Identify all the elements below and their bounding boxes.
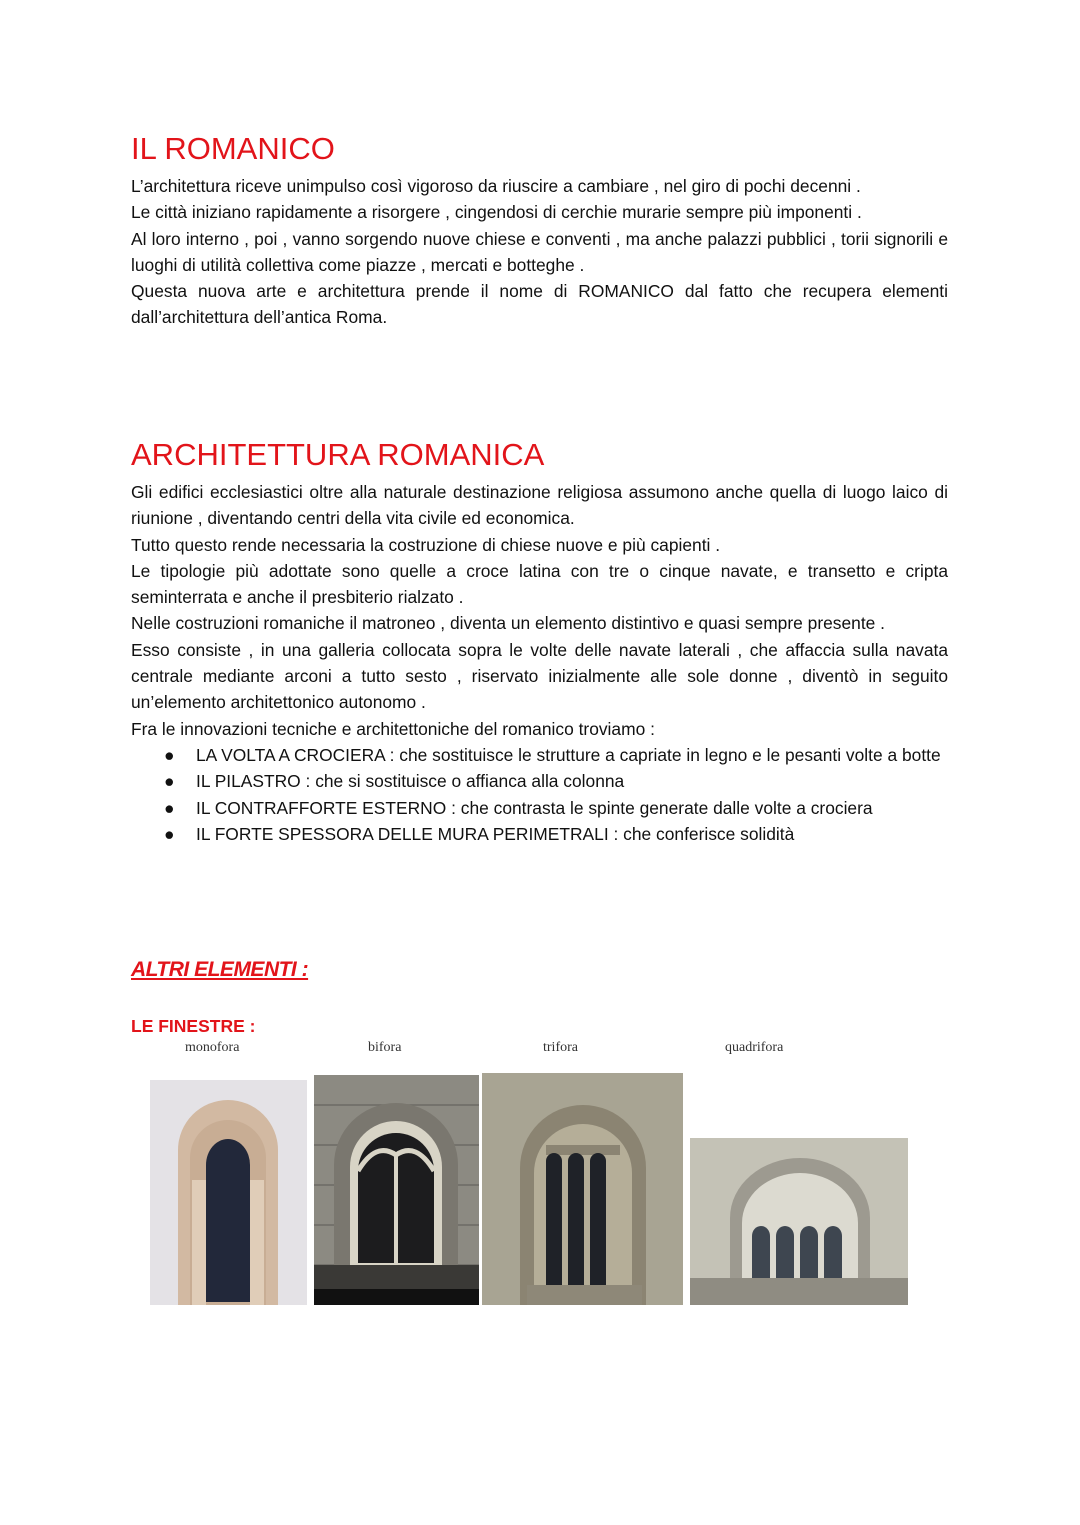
list-item-text: IL CONTRAFFORTE ESTERNO : che contrasta le spinte generate dalle volte a crociera [196,797,873,818]
section-body-architettura-romanica [131,479,948,847]
section-title-architettura-romanica: ARCHITETTURA ROMANICA [131,437,545,472]
paragraph: Tutto questo rende necessaria la costruzione di chiese nuove e più capienti . [131,534,721,555]
paragraph: Al loro interno , poi , vanno sorgendo nuove chiese e conventi , ma anche palazzi pubblici , torii signorili e luoghi di utilità collettiva come piazze , mercati e botteghe . [131,228,948,275]
list-item-text: LA VOLTA A CROCIERA : che sostituisce le strutture a capriate in legno e le pesanti volte a botte [196,744,941,765]
monofora-image [150,1080,307,1305]
paragraph: Questa nuova arte e architettura prende il nome di ROMANICO dal fatto che recupera elementi dall’architettura dell’antica Roma. [131,281,948,328]
list-item-text: IL FORTE SPESSORA DELLE MURA PERIMETRALI : che conferisce solidità [196,823,795,844]
paragraph: Gli edifici ecclesiastici oltre alla naturale destinazione religiosa assumono anche quella di luogo laico di riunione , diventando centri della vita civile ed economica. [131,482,948,529]
list-item-text: IL PILASTRO : che si sostituisce o affianca alla colonna [196,771,625,792]
quadrifora-image [690,1138,908,1305]
trifora-image [482,1073,683,1305]
section-title-altri-elementi: ALTRI ELEMENTI : [131,958,309,981]
paragraph: L’architettura riceve unimpulso così vigoroso da riuscire a cambiare , nel giro di pochi decenni . [131,176,861,196]
caption-trifora: trifora [543,1040,578,1055]
list-item [164,795,948,821]
bullet-icon: ● [164,771,175,792]
bullet-icon: ● [164,823,175,844]
paragraph: Le tipologie più adottate sono quelle a croce latina con tre o cinque navate, e transetto e cripta seminterrata e anche il presbiterio rialzato . [131,560,948,608]
paragraph: Nelle costruzioni romaniche il matroneo , diventa un elemento distintivo e quasi sempre presente . [131,613,885,634]
bullet-icon: ● [164,744,175,765]
caption-quadrifora: quadrifora [725,1040,784,1055]
caption-bifora: bifora [368,1040,402,1055]
caption-monofora: monofora [185,1040,240,1055]
paragraph: Esso consiste , in una galleria collocata sopra le volte delle navate laterali , che affaccia sulla navata centrale mediante arconi a tutto sesto , riservato inizialmente alle sole donne , diventò in seguito un’elemento architettonico autonomo . [131,639,948,713]
paragraph: Fra le innovazioni tecniche e architettoniche del romanico troviamo : [131,718,655,739]
innovations-list [131,742,948,847]
list-item [164,742,948,768]
list-item [164,768,948,794]
section-title-il-romanico: IL ROMANICO [131,131,335,166]
bullet-icon: ● [164,797,175,818]
paragraph: Le città iniziano rapidamente a risorgere , cingendosi di cerchie murarie sempre più imponenti . [131,202,862,223]
bifora-image [314,1075,479,1305]
subtitle-le-finestre: LE FINESTRE : [131,1016,256,1036]
section-body-il-romanico [131,173,948,331]
list-item [164,821,948,847]
